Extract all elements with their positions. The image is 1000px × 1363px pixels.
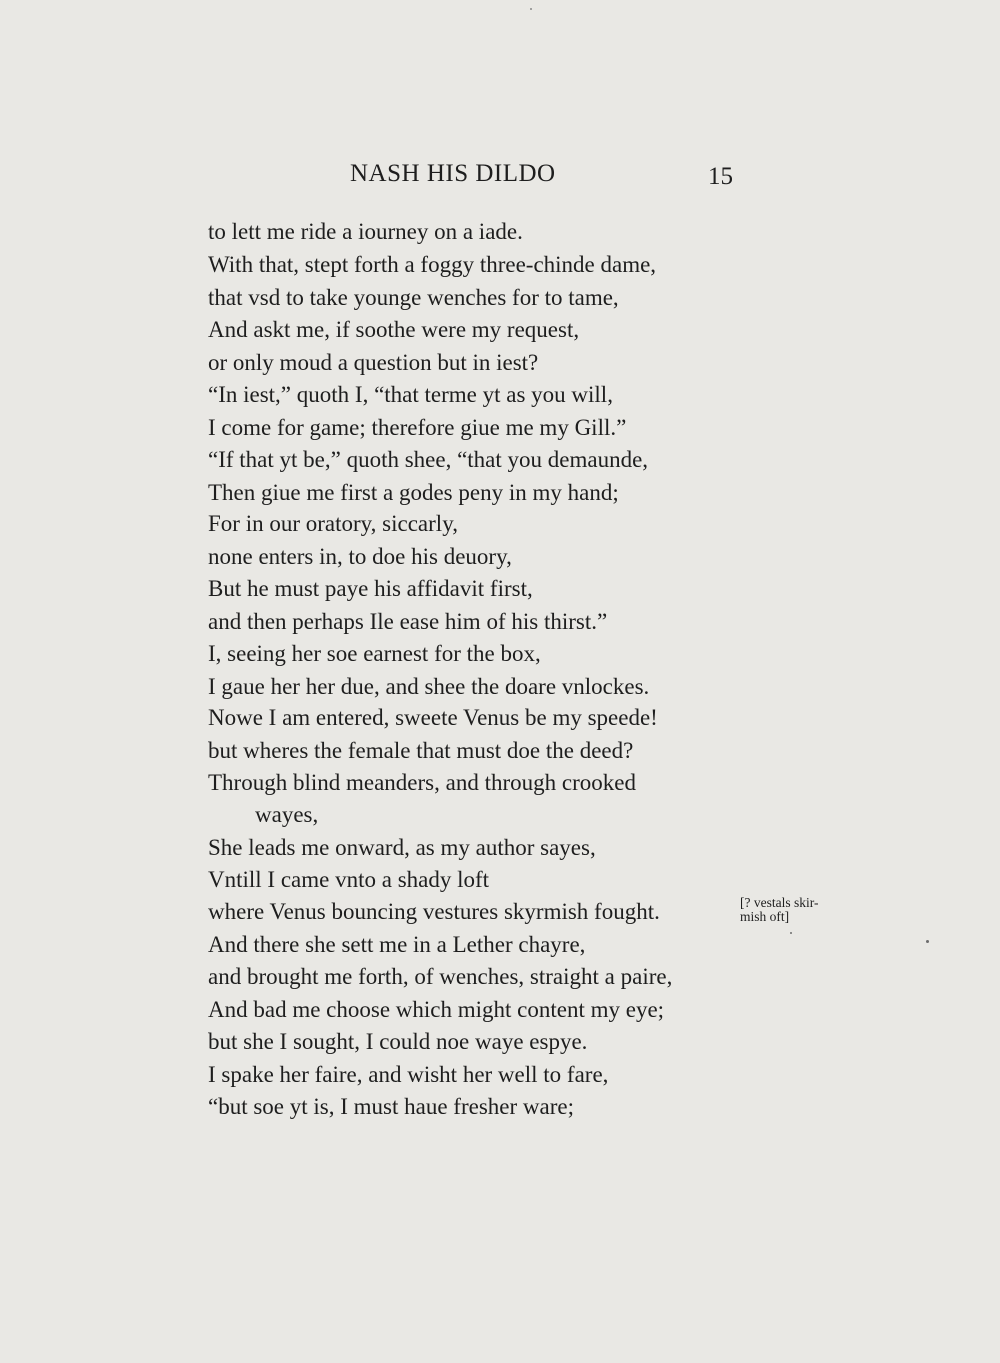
poem-line: Vntill I came vnto a shady loft [208,867,490,892]
margin-note-line: mish oft] [740,909,790,925]
poem-line: or only moud a question but in iest? [208,350,539,375]
poem-line: Then giue me first a godes peny in my hand; [208,480,619,505]
poem-line: Through blind meanders, and through crooked [208,770,636,795]
page-number: 15 [708,163,733,190]
margin-note-line: [? vestals skir- [740,895,819,910]
poem-line: but wheres the female that must doe the deed? [208,738,634,763]
paper-speck [790,932,792,934]
poem-line: I come for game; therefore giue me my Gill.” [208,415,627,440]
poem-line: none enters in, to doe his deuory, [208,544,512,569]
margin-note [740,896,818,924]
poem-line: where Venus bouncing vestures skyrmish fought. [208,899,660,924]
poem-line: “but soe yt is, I must haue fresher ware; [208,1094,574,1119]
poem-line: and brought me forth, of wenches, straight a paire, [208,964,673,989]
poem-line: “If that yt be,” quoth shee, “that you demaunde, [208,447,649,472]
poem-line: And bad me choose which might content my eye; [208,997,665,1022]
paper-speck [530,8,532,10]
poem-line: but she I sought, I could noe waye espye. [208,1029,588,1054]
poem-line: that vsd to take younge wenches for to tame, [208,285,619,310]
poem-line: Nowe I am entered, sweete Venus be my speede! [208,705,658,730]
poem-line: I gaue her her due, and shee the doare vnlockes. [208,674,650,699]
poem-line: She leads me onward, as my author sayes, [208,835,596,860]
poem-line: I, seeing her soe earnest for the box, [208,641,541,666]
running-title: NASH HIS DILDO [350,160,556,187]
poem-line: But he must paye his affidavit first, [208,576,533,601]
poem-line: And askt me, if soothe were my request, [208,317,580,342]
poem-line: I spake her faire, and wisht her well to fare, [208,1062,609,1087]
poem-line: For in our oratory, siccarly, [208,511,458,536]
paper-speck [926,940,929,943]
poem-line: to lett me ride a iourney on a iade. [208,219,523,244]
poem-line: and then perhaps Ile ease him of his thirst.” [208,609,608,634]
poem-line: With that, stept forth a foggy three-chinde dame, [208,252,657,277]
poem-line: “In iest,” quoth I, “that terme yt as you will, [208,382,613,407]
poem-line: And there she sett me in a Lether chayre, [208,932,586,957]
poem-line: wayes, [255,802,319,827]
